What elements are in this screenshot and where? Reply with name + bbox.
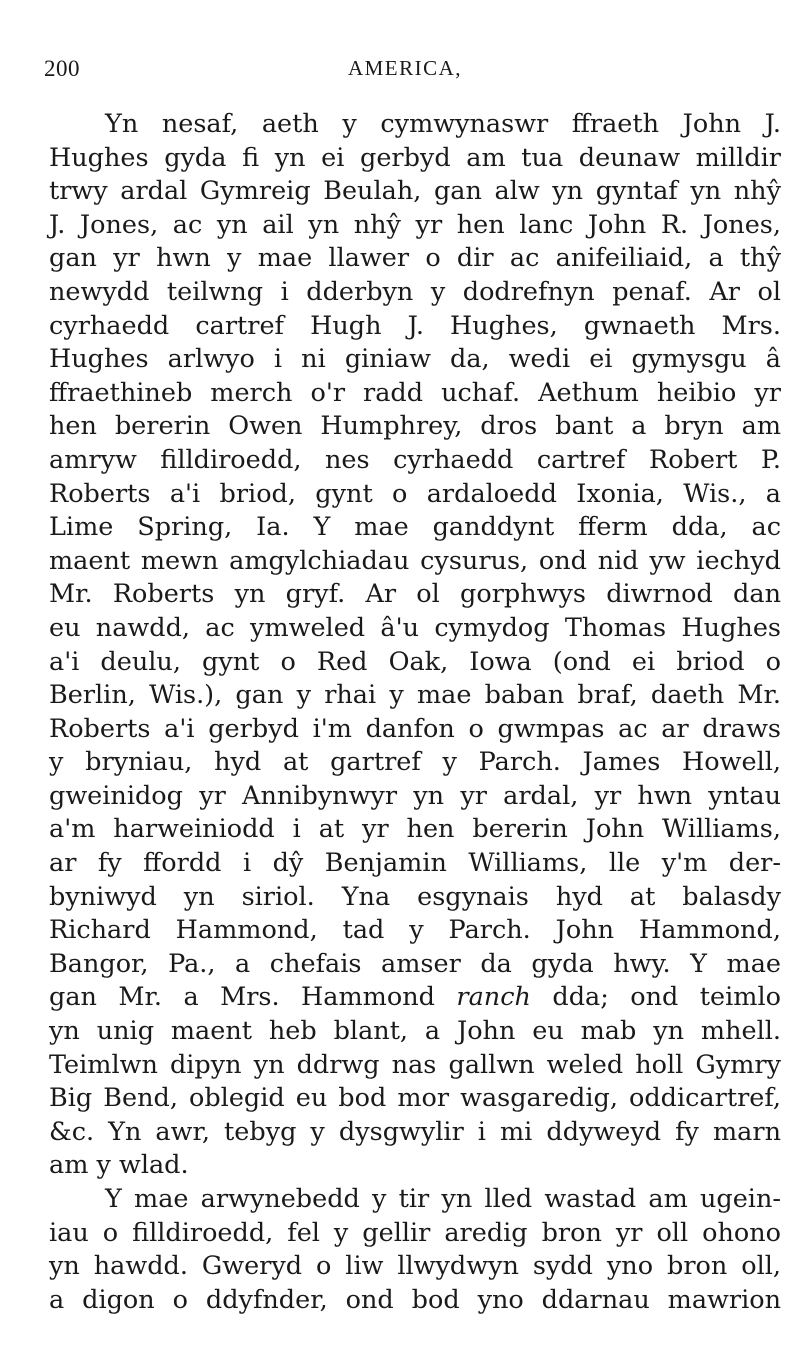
text-line: Richard Hammond, tad y Parch. John Hammond,: [49, 915, 781, 946]
text-line: Y mae arwynebedd y tir yn lled wastad am ugein-: [105, 1184, 781, 1214]
text-line: Berlin, Wis.), gan y rhai y mae baban braf, daeth Mr.: [49, 680, 781, 711]
text-line: J. Jones, ac yn ail yn nhŷ yr hen lanc John R. Jones,: [49, 209, 781, 240]
text-line: Lime Spring, Ia. Y mae ganddynt fferm dda, ac: [49, 512, 781, 543]
italic-word: ranch: [456, 982, 531, 1013]
running-head: [44, 56, 766, 86]
text-line: Roberts a'i gerbyd i'm danfon o gwmpas ac ar draws: [49, 713, 781, 744]
text-line: yn hawdd. Gweryd o liw llwydwyn sydd yno bron oll,: [49, 1251, 781, 1282]
text-line: Mr. Roberts yn gryf. Ar ol gorphwys diwrnod dan: [49, 579, 781, 610]
text-line: newydd teilwng i dderbyn y dodrefnyn penaf. Ar ol: [49, 276, 781, 307]
text-line: Teimlwn dipyn yn ddrwg nas gallwn weled holl Gymry: [49, 1049, 781, 1080]
text-line: a'i deulu, gynt o Red Oak, Iowa (ond ei briod o: [49, 646, 781, 677]
text-line: byniwyd yn siriol. Yna esgynais hyd at balasdy: [49, 881, 781, 912]
text-line: yn unig maent heb blant, a John eu mab yn mhell.: [49, 1016, 781, 1047]
text-line: Big Bend, oblegid eu bod mor wasgaredig, oddicartref,: [49, 1083, 781, 1114]
running-title: AMERICA,: [347, 56, 463, 80]
paragraph-2: [49, 1183, 781, 1317]
text-line: eu nawdd, ac ymweled â'u cymydog Thomas Hughes: [49, 612, 781, 643]
body-text: [49, 108, 781, 1317]
text-line: gweinidog yr Annibynwyr yn yr ardal, yr hwn yntau: [49, 780, 781, 811]
text-line: cyrhaedd cartref Hugh J. Hughes, gwnaeth Mrs.: [49, 310, 781, 341]
text-line: gan Mr. a Mrs. Hammond ranch dda; ond teimlo: [49, 982, 781, 1013]
text-line: Yn nesaf, aeth y cymwynaswr ffraeth John J.: [105, 109, 781, 139]
text-line: maent mewn amgylchiadau cysurus, ond nid yw iechyd: [49, 545, 781, 576]
text-line: y bryniau, hyd at gartref y Parch. James Howell,: [49, 747, 781, 778]
page-number: 200: [44, 56, 80, 81]
text-line: ar fy ffordd i dŷ Benjamin Williams, lle y'm der-: [49, 848, 781, 879]
text-line: iau o filldiroedd, fel y gellir aredig bron yr oll ohono: [49, 1217, 781, 1248]
text-line: Bangor, Pa., a chefais amser da gyda hwy. Y mae: [49, 948, 781, 979]
text-line: trwy ardal Gymreig Beulah, gan alw yn gyntaf yn nhŷ: [49, 176, 781, 207]
text-line: gan yr hwn y mae llawer o dir ac anifeiliaid, a thŷ: [49, 243, 781, 274]
text-line: &c. Yn awr, tebyg y dysgwylir i mi ddyweyd fy marn: [49, 1116, 781, 1147]
text-line: a digon o ddyfnder, ond bod yno ddarnau mawrion: [49, 1284, 781, 1315]
paragraph-1: [49, 108, 781, 1183]
text-line: am y wlad.: [49, 1150, 189, 1181]
text-line: Hughes gyda fi yn ei gerbyd am tua deunaw milldir: [49, 142, 781, 173]
text-line: amryw filldiroedd, nes cyrhaedd cartref Robert P.: [49, 444, 781, 475]
text-line: Roberts a'i briod, gynt o ardaloedd Ixonia, Wis., a: [49, 478, 781, 509]
text-line: a'm harweiniodd i at yr hen bererin John Williams,: [49, 814, 781, 845]
text-line: Hughes arlwyo i ni giniaw da, wedi ei gymysgu â: [49, 344, 781, 375]
text-line: hen bererin Owen Humphrey, dros bant a bryn am: [49, 411, 781, 442]
text-line: ffraethineb merch o'r radd uchaf. Aethum heibio yr: [49, 377, 781, 408]
